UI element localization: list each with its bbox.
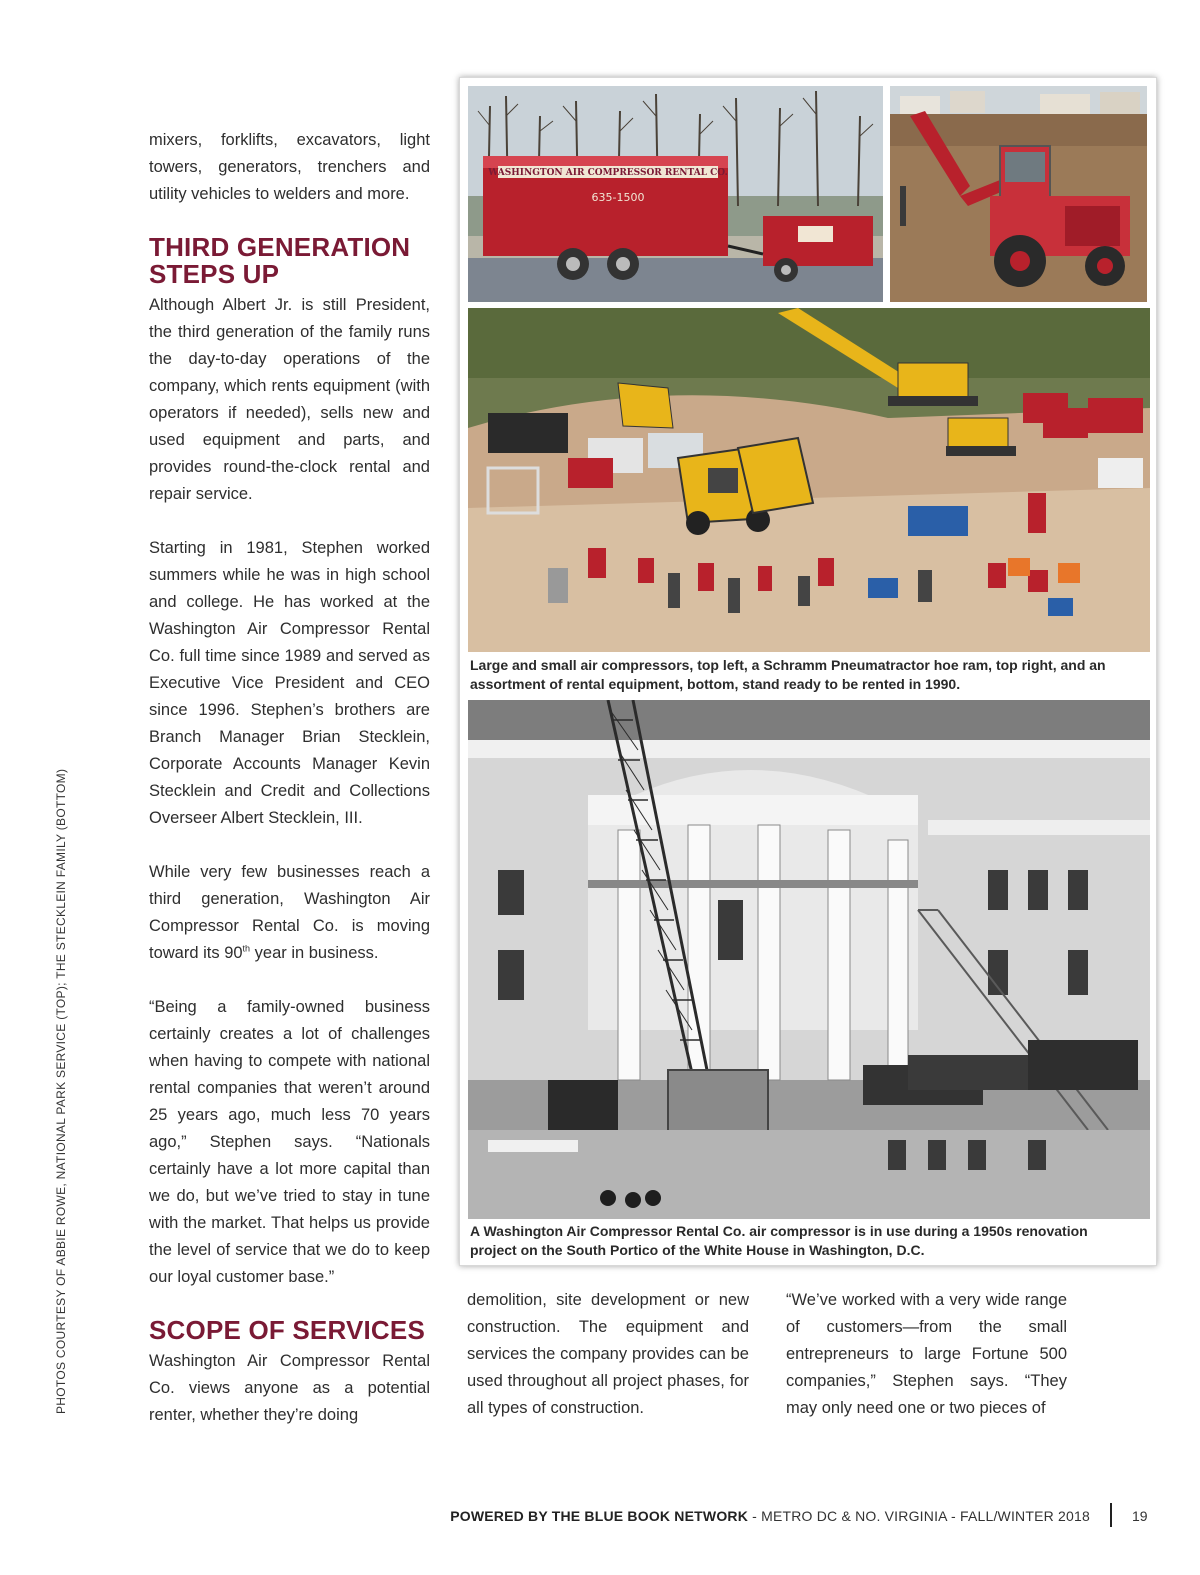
footer-divider (1110, 1503, 1112, 1527)
section-heading-scope-of-services: SCOPE OF SERVICES (149, 1315, 425, 1345)
section-heading-third-generation: THIRD GENERATION STEPS UP (149, 232, 411, 289)
paragraph-stephen-quote: “Being a family-owned business certainly creates a lot of challenges when having to compete with national rental companies that weren’t around 25 years ago, much less 70 years ago,” Stephen says. “Nationals certainly have a lot more capital than we do, but we’ve tried to stay in tune with the market. That helps us provide the level of service that we do to keep our loyal customer base.” (149, 998, 430, 1286)
photo-white-house-renovation (468, 700, 1150, 1219)
caption-equipment-1990: Large and small air compressors, top left, a Schramm Pneumatractor hoe ram, top right, and an assortment of rental equipment, bottom, stand ready to be rented in 1990. (470, 657, 1106, 692)
intro-paragraph: mixers, forklifts, excavators, light towers, generators, trenchers and utility vehicles to welders and more. (149, 131, 430, 203)
paragraph-third-generation-2: Starting in 1981, Stephen worked summers while he was in high school and college. He has worked at the Washington Air Compressor Rental Co. full time since 1989 and served as Executive Vice President and CEO since 1996. Stephen’s brothers are Branch Manager Brian Stecklein, Corporate Accounts Manager Kevin Stecklein and Credit and Collections Overseer Albert Stecklein, III. (149, 539, 430, 827)
footer-edition: - METRO DC & NO. VIRGINIA - FALL/WINTER 2018 (748, 1508, 1090, 1524)
superscript-th: th (242, 943, 251, 954)
paragraph-right: “We’ve worked with a very wide range of customers—from the small entrepreneurs to large Fortune 500 companies,” Stephen says. “They may only need one or two pieces of (786, 1291, 1067, 1417)
sign-company-name: WASHINGTON AIR COMPRESSOR RENTAL CO. (488, 168, 728, 178)
photo-air-compressors (468, 86, 883, 302)
left-column (149, 127, 430, 1429)
caption-white-house-1950s: A Washington Air Compressor Rental Co. air compressor is in use during a 1950s renovation project on the South Portico of the White House in Washington, D.C. (470, 1223, 1088, 1258)
middle-column (467, 1287, 749, 1422)
photo-credit: PHOTOS COURTESY OF ABBIE ROWE, NATIONAL PARK SERVICE (TOP); THE STECKLEIN FAMILY (BOTTOM) (54, 768, 68, 1414)
footer (450, 1508, 1090, 1524)
photo-rental-equipment-lineup (468, 308, 1150, 652)
paragraph-third-generation-1: Although Albert Jr. is still President, the third generation of the family runs the day-to-day operations of the company, which rents equipment (with operators if needed), sells new and used equipment and parts, and provides round-the-clock rental and repair service. (149, 296, 430, 503)
paragraph-third-generation-3-end: year in business. (250, 944, 379, 962)
sign-phone-number: 635-1500 (591, 191, 645, 204)
paragraph-third-generation-3 (149, 859, 430, 967)
footer-network: POWERED BY THE BLUE BOOK NETWORK (450, 1508, 749, 1524)
paragraph-third-generation-3-text: While very few businesses reach a third generation, Washington Air Compressor Rental Co. is moving toward its 90 (149, 863, 430, 962)
paragraph-scope-1: Washington Air Compressor Rental Co. views anyone as a potential renter, whether they’re doing (149, 1352, 430, 1424)
paragraph-middle: demolition, site development or new construction. The equipment and services the company provides can be used throughout all project phases, for all types of construction. (467, 1291, 749, 1417)
photo-panel (459, 77, 1157, 1266)
page-number: 19 (1132, 1508, 1148, 1524)
right-column (786, 1287, 1067, 1422)
photo-pneumatractor (890, 86, 1147, 302)
